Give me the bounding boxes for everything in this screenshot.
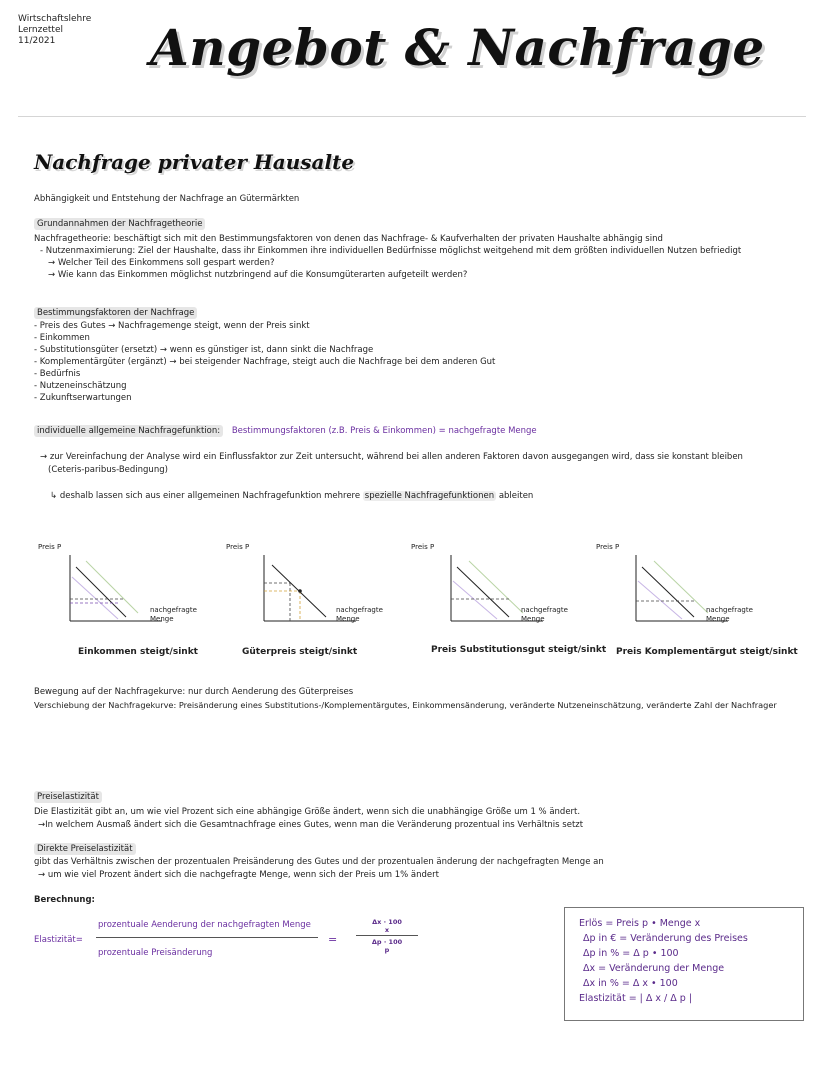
x-axis-label [706, 606, 753, 624]
ableiten-suffix: ableiten [498, 491, 534, 501]
list-item: - Nutzeneinschätzung [34, 381, 127, 391]
shifted-curve-right [86, 561, 138, 613]
box-line: Elastizität = | Δ x / Δ p | [579, 993, 693, 1004]
bestimmung-heading-text: Bestimmungsfaktoren der Nachfrage [34, 307, 197, 319]
grundannahmen-line-2: - Nutzenmaximierung: Ziel der Haushalte, dass ihr Einkommen ihre individuellen Bedürfnisse möglichst weitgehend mit dem größten individuellen Nutzen befriedigt [40, 246, 742, 256]
formula-equals: = [328, 933, 338, 946]
formula-symbolic [356, 918, 418, 954]
box-line: Δx = Veränderung der Menge [583, 963, 725, 974]
symbolic-bottom: Δp · 100 [371, 938, 403, 946]
grundannahmen-line-3: → Welcher Teil des Einkommens soll gespart werden? [48, 258, 275, 268]
header-divider [18, 116, 806, 117]
bestimmung-list [34, 320, 495, 404]
x-axis-label-2: Menge [336, 615, 360, 623]
chart-caption: Güterpreis steigt/sinkt [242, 647, 358, 657]
formula-fraction-bar [96, 937, 318, 938]
y-axis-label: Preis P [596, 543, 620, 551]
bestimmung-heading [34, 307, 197, 319]
symbolic-bottom-under: p [384, 946, 390, 954]
chart-gueterpreis [226, 543, 396, 663]
shifted-curve-left [453, 581, 497, 619]
x-axis-label-1: nachgefragte [706, 606, 753, 614]
formula-numerator: prozentuale Aenderung der nachgefragten Menge [98, 920, 311, 930]
chart-caption: Preis Substitutionsgut steigt/sinkt [431, 645, 607, 655]
x-axis-label [150, 606, 197, 624]
formula-denominator: prozentuale Preisänderung [98, 948, 213, 958]
elastizitaet-line-1: Die Elastizität gibt an, um wie viel Prozent sich eine abhängige Größe ändert, wenn sich die unabhängige Größe um 1 % ändert. [34, 807, 581, 817]
list-item: - Komplementärgüter (ergänzt) → bei steigender Nachfrage, steigt auch die Nachfrage bei dem anderen Gut [34, 357, 496, 367]
chart-substitutionsgut [411, 543, 607, 663]
list-item: - Substitutionsgüter (ersetzt) → wenn es günstiger ist, dann sinkt die Nachfrage [34, 345, 374, 355]
list-item: - Preis des Gutes → Nachfragemenge steigt, wenn der Preis sinkt [34, 321, 310, 331]
list-item: - Einkommen [34, 333, 90, 343]
formula-box [564, 907, 804, 1021]
chart-komplementaergut [596, 543, 796, 663]
x-axis-label-2: Menge [706, 615, 730, 623]
list-item: - Zukunftserwartungen [34, 393, 132, 403]
x-axis-label [336, 606, 383, 624]
elastizitaet-heading-text: Preiselastizität [34, 791, 102, 803]
section-title: Nachfrage privater Hausalte [34, 150, 355, 174]
elastizitaet-line-2: →In welchem Ausmaß ändert sich die Gesamtnachfrage eines Gutes, wenn man die Veränderung prozentual ins Verhältnis setzt [38, 820, 584, 830]
nachfragefunktion-label: individuelle allgemeine Nachfragefunktion: [34, 425, 223, 437]
berechnung-label: Berechnung: [34, 895, 95, 905]
meta-subject: Wirtschaftslehre [18, 14, 92, 24]
list-item: - Bedürfnis [34, 369, 81, 379]
meta-date: 11/2021 [18, 36, 56, 46]
ableiten-prefix: ↳ deshalb lassen sich aus einer allgemeinen Nachfragefunktion mehrere [50, 491, 361, 501]
nachfragefunktion-formula: Bestimmungsfaktoren (z.B. Preis & Einkommen) = nachgefragte Menge [231, 426, 537, 436]
grundannahmen-heading [34, 218, 205, 230]
nachfragefunktion-row [34, 425, 537, 437]
symbolic-top: Δx · 100 [372, 918, 402, 926]
chart-einkommen [38, 543, 208, 663]
elastizitaet-heading [34, 791, 102, 803]
ceteris-line-2: (Ceteris-paribus-Bedingung) [48, 465, 168, 475]
x-axis-label-1: nachgefragte [150, 606, 197, 614]
ableiten-highlight: spezielle Nachfragefunktionen [364, 491, 495, 501]
y-axis-label: Preis P [38, 543, 62, 551]
section-intro: Abhängigkeit und Entstehung der Nachfrage an Gütermärkten [34, 194, 300, 204]
formula-label: Elastizität= [34, 935, 83, 945]
direkt-line-1: gibt das Verhältnis zwischen der prozentualen Preisänderung des Gutes und der prozentualen änderung der nachgefragten Menge an [34, 857, 604, 867]
shifted-curve-left [72, 577, 118, 619]
y-axis-label: Preis P [411, 543, 435, 551]
chart-caption: Preis Komplementärgut steigt/sinkt [616, 647, 798, 657]
page-title: Angebot & Nachfrage [150, 18, 765, 77]
meta-block [18, 14, 91, 47]
x-axis-label-1: nachgefragte [521, 606, 568, 614]
verschiebung-line: Verschiebung der Nachfragekurve: Preisänderung eines Substitutions-/Komplementärgutes, Einkommensänderung, veränderte Nutzeneinschätzung, veränderte Zahl der Nachfrager [34, 700, 777, 710]
bewegung-line: Bewegung auf der Nachfragekurve: nur durch Aenderung des Güterpreises [34, 687, 354, 697]
direkt-heading-text: Direkte Preiselastizität [34, 843, 136, 855]
shifted-curve-left [638, 581, 682, 619]
symbolic-top-under: x [356, 926, 418, 936]
grundannahmen-heading-text: Grundannahmen der Nachfragetheorie [34, 218, 205, 230]
grundannahmen-line-1: Nachfragetheorie: beschäftigt sich mit den Bestimmungsfaktoren von denen das Nachfrage- & Kaufverhalten der privaten Haushalte abhängig sind [34, 234, 663, 244]
y-axis-label: Preis P [226, 543, 250, 551]
ableiten-line [50, 490, 533, 502]
x-axis-label-2: Menge [521, 615, 545, 623]
ceteris-line-1: → zur Vereinfachung der Analyse wird ein Einflussfaktor zur Zeit untersucht, während bei allen anderen Faktoren davon ausgegangen wird, dass sie konstant bleiben [40, 452, 743, 462]
x-axis-label-2: Menge [150, 615, 174, 623]
box-line: Δx in % = Δ x • 100 [583, 978, 678, 989]
box-line: Δp in € = Veränderung des Preises [583, 933, 748, 944]
box-line: Δp in % = Δ p • 100 [583, 948, 679, 959]
x-axis-label-1: nachgefragte [336, 606, 383, 614]
grundannahmen-line-4: → Wie kann das Einkommen möglichst nutzbringend auf die Konsumgüterarten aufgeteilt werden? [48, 270, 468, 280]
equilibrium-point [298, 589, 302, 593]
box-line: Erlös = Preis p • Menge x [579, 918, 701, 929]
x-axis-label [521, 606, 568, 624]
direkt-line-2: → um wie viel Prozent ändert sich die nachgefragte Menge, wenn sich der Preis um 1% ändert [38, 870, 439, 880]
meta-type: Lernzettel [18, 25, 63, 35]
chart-caption: Einkommen steigt/sinkt [78, 647, 198, 657]
demand-curve [76, 567, 126, 617]
direkt-heading [34, 843, 136, 855]
